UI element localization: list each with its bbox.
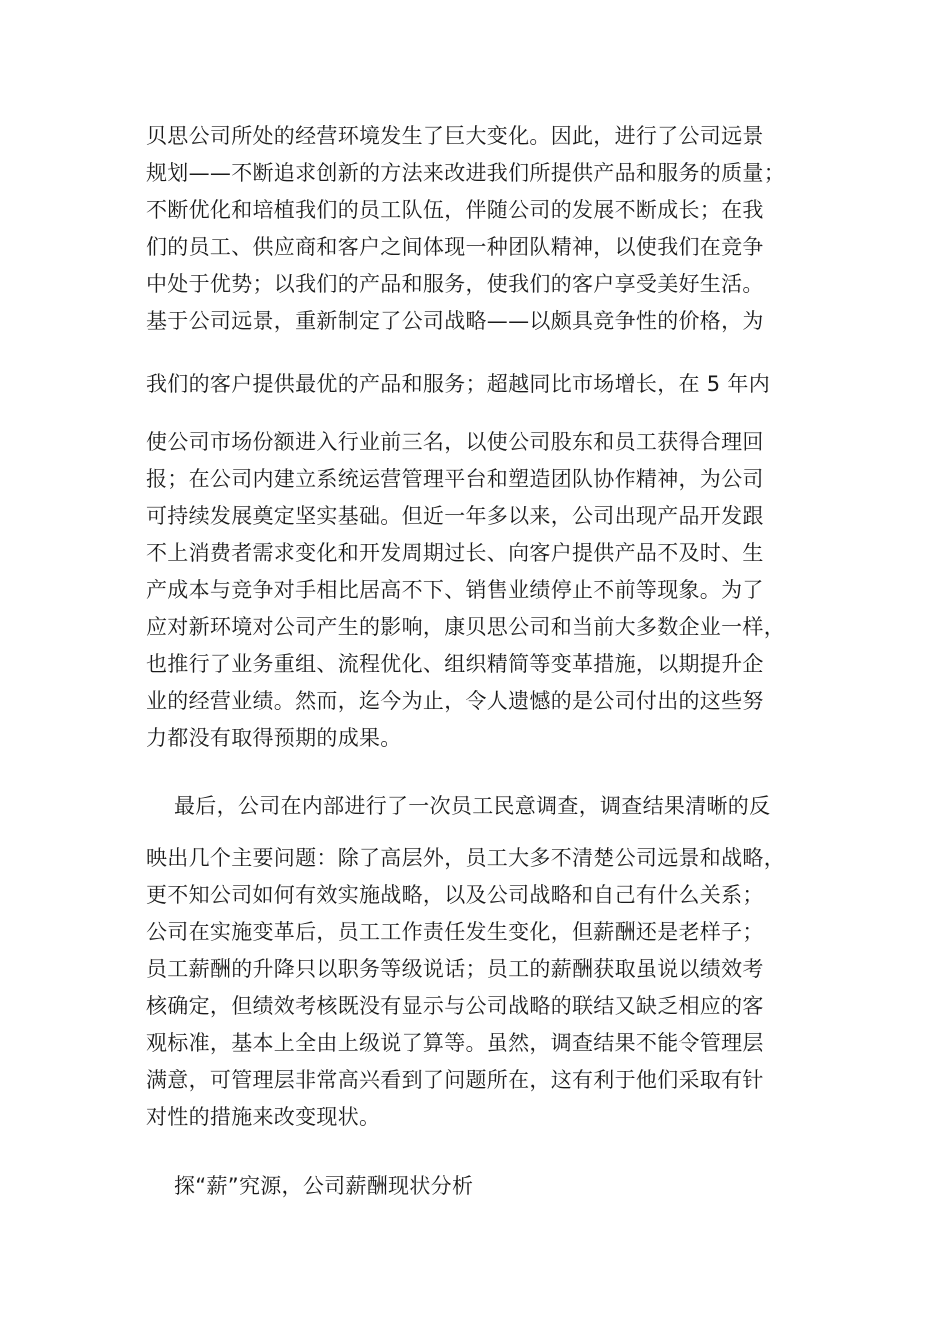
text-line: 映出几个主要问题：除了高层外，员工大多不清楚公司远景和战略， (146, 846, 785, 870)
text-line: 基于公司远景，重新制定了公司战略——以颇具竞争性的价格，为 (146, 309, 764, 333)
text-line: 满意，可管理层非常高兴看到了问题所在，这有利于他们采取有针 (146, 1068, 764, 1092)
text-line: 我们的客户提供最优的产品和服务；超越同比市场增长，在 5 年内 (146, 372, 771, 396)
text-line: 不上消费者需求变化和开发周期过长、向客户提供产品不及时、生 (146, 541, 764, 565)
text-line: 可持续发展奠定坚实基础。但近一年多以来，公司出现产品开发跟 (146, 504, 764, 528)
text-line: 规划——不断追求创新的方法来改进我们所提供产品和服务的质量； (146, 161, 785, 185)
text-line: 报；在公司内建立系统运营管理平台和塑造团队协作精神，为公司 (146, 467, 764, 491)
text-line: 更不知公司如何有效实施战略，以及公司战略和自己有什么关系； (146, 883, 764, 907)
text-line: 公司在实施变革后，员工工作责任发生变化，但薪酬还是老样子； (146, 920, 764, 944)
text-line: 不断优化和培植我们的员工队伍，伴随公司的发展不断成长；在我 (146, 198, 764, 222)
section-heading: 探“薪”究源，公司薪酬现状分析 (174, 1174, 474, 1198)
text-line: 贝思公司所处的经营环境发生了巨大变化。因此，进行了公司远景 (146, 124, 764, 148)
text-line: 员工薪酬的升降只以职务等级说话；员工的薪酬获取虽说以绩效考 (146, 957, 764, 981)
text-line: 业的经营业绩。然而，迄今为止，令人遗憾的是公司付出的这些努 (146, 689, 764, 713)
text-line: 也推行了业务重组、流程优化、组织精简等变革措施，以期提升企 (146, 652, 764, 676)
text-line: 产成本与竞争对手相比居高不下、销售业绩停止不前等现象。为了 (146, 578, 764, 602)
text-line: 核确定，但绩效考核既没有显示与公司战略的联结又缺乏相应的客 (146, 994, 764, 1018)
text-line: 使公司市场份额进入行业前三名，以使公司股东和员工获得合理回 (146, 430, 764, 454)
text-line: 们的员工、供应商和客户之间体现一种团队精神，以使我们在竞争 (146, 235, 764, 259)
text-line: 力都没有取得预期的成果。 (146, 726, 402, 750)
text-line: 观标准，基本上全由上级说了算等。虽然，调查结果不能令管理层 (146, 1031, 764, 1055)
text-line: 中处于优势；以我们的产品和服务，使我们的客户享受美好生活。 (146, 272, 764, 296)
text-line: 对性的措施来改变现状。 (146, 1105, 381, 1129)
text-line: 应对新环境对公司产生的影响，康贝思公司和当前大多数企业一样， (146, 615, 785, 639)
text-line: 最后，公司在内部进行了一次员工民意调查，调查结果清晰的反 (174, 794, 771, 818)
